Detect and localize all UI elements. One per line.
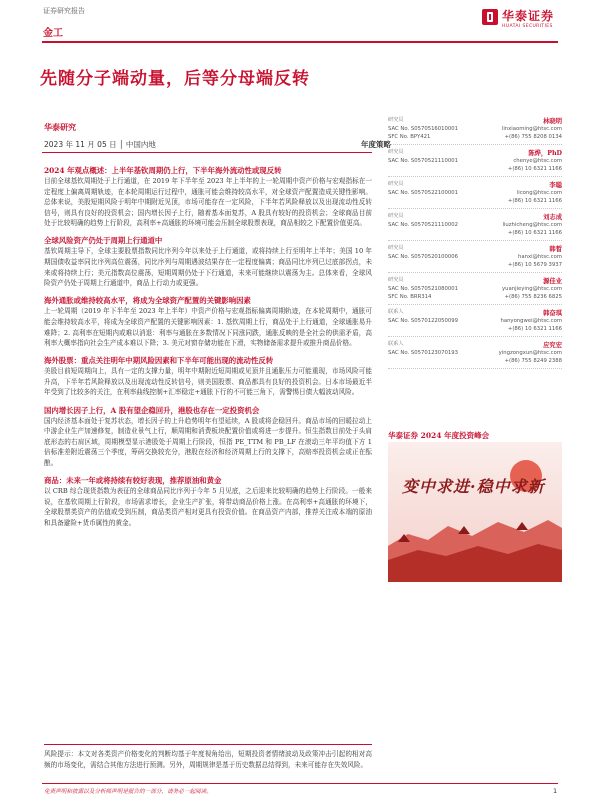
analyst-role: 研究员	[388, 245, 404, 251]
risk-warning: 风险提示：本文对各类资产价格变化的判断均基于年度视角给出，短期投资者情绪波动及政策冲击引起的相对高频的市场变化，需结合其他方法进行预测。另外，周期规律是基于历史数据总结得到，未来可能存在失效风险。	[44, 744, 372, 770]
analyst-card	[388, 116, 562, 145]
analyst-phone: +(86) 10 6321 1166	[507, 326, 562, 332]
report-category: 金工	[43, 28, 63, 39]
doc-kind: 证券研究报告	[43, 7, 85, 15]
promo-title: 华泰证券 2024 年度投资峰会	[388, 431, 490, 440]
analyst-card	[388, 308, 562, 337]
analyst-phone: +(86) 10 6321 1166	[507, 166, 562, 172]
analyst-sac: SAC No. S0570123070193	[388, 350, 459, 356]
section-body: 美股目前短周期向上，具有一定的支撑力量，明年中期附近短周期或见顶并且通胀压力可能重现，市场风险可能升高，下半年若风险释放以及出现流动性反转信号，则美国股票、商品都具有良好的投资机会。日本市场最近半年受到了比较多的关注，在利率曲线控制+汇率稳定+通胀下行的不可能三角下，需警惕日债大幅波动风险。	[44, 367, 372, 397]
analyst-email[interactable]: chenye@htsc.com	[513, 158, 562, 164]
analyst-sac: SAC No. S0570521110001	[388, 158, 459, 164]
analyst-sfc: SFC No. BRR314	[388, 294, 432, 300]
promo-banner-image[interactable]	[388, 442, 562, 582]
analyst-phone: +(86) 10 5679 3937	[507, 262, 562, 268]
page-number: 1	[553, 787, 558, 795]
analyst-name: 源佳业	[543, 278, 562, 285]
analyst-email[interactable]: yuanjieying@htsc.com	[501, 286, 562, 292]
section-heading: 2024 年观点概述：上半年基钦周期仍上行，下半年海外流动性或现反转	[44, 166, 282, 175]
section-heading: 国内增长因子上行，A 股有望企稳回升，港股也存在一定投资机会	[44, 405, 260, 415]
logo-text-cn: 华泰证券	[502, 9, 555, 23]
analyst-card	[388, 244, 562, 273]
analyst-role: 研究员	[388, 117, 404, 123]
logo-text-en: HUATAI SECURITIES	[502, 24, 553, 29]
analyst-sac: SAC No. S0570521080001	[388, 286, 459, 292]
analyst-sac: SAC No. S0570516010001	[388, 126, 459, 132]
section-body: 国内经济基本面处于复苏状态，增长因子的上升趋势明年有望延续，A 股或将企稳回升。商品市场的回暖拉动上中游企业生产加速修复，制造业景气上行，顺周期和消费板块配置价值或将进一步提升。恒生指数目前处于头肩底形态的右肩区域，周期模型显示港股处于周期上行阶段，恒指 PE_TTM 和 PB_LF 在滚动三年平均值下方 1 倍标准差附近震荡三个季度，筹码交换较充分，港股在经济和经济周期上行的支撑下，高赔率投资机会或正在酝酿。	[44, 416, 372, 467]
footer-divider	[42, 783, 558, 784]
report-title: 先随分子端动量，后等分母端反转	[40, 69, 310, 89]
analyst-name: 李聪	[549, 182, 562, 189]
section-heading: 海外通胀或维持较高水平，将成为全球资产配置的关键影响因素	[44, 296, 251, 306]
org-name: 华泰研究	[44, 122, 76, 132]
analyst-card	[388, 212, 562, 241]
analyst-role: 研究员	[388, 213, 404, 219]
analyst-phone: +(86) 10 6321 1166	[507, 198, 562, 204]
analyst-card	[388, 276, 562, 305]
analyst-name: 应究宏	[543, 342, 562, 349]
section-heading: 商品：未来一年或将持续有较好表现，推荐原油和黄金	[44, 475, 222, 485]
analyst-sac: SAC No. S0570522100001	[388, 190, 459, 196]
analyst-name: 韩奋琪	[543, 310, 562, 317]
disclaimer-note: 免责声明和披露以及分析师声明是报告的一部分，请务必一起阅读。	[44, 789, 212, 795]
analyst-phone: +(86) 10 6321 1166	[507, 230, 562, 236]
analyst-email[interactable]: licong@htsc.com	[516, 190, 562, 196]
huatai-logo-icon	[482, 9, 498, 25]
section-body: 以 CRB 综合现货指数为表征的全球商品同比序列于今年 5 月见底，之后迎来比较明确的趋势上行阶段。一般来说，在基钦周期上行阶段，市场需求增长，企业生产扩张，将带动商品价格上涨。在高利率+高通胀的环境下，全球股票类资产的估值或受到压制，商品类资产相对更具有投资价值。在商品资产内部，推荐关注成本端的原油和具备避险+货币属性的黄金。	[44, 486, 372, 527]
analyst-name: 刘志成	[543, 214, 562, 221]
report-type: 年度策略	[361, 140, 391, 149]
analyst-role: 研究员	[388, 149, 404, 155]
header-divider	[42, 41, 558, 43]
analyst-phone: +(86) 755 8249 2388	[504, 358, 562, 364]
analyst-name: 陈烨，PhD	[528, 150, 562, 157]
analyst-email[interactable]: liuzhicheng@htsc.com	[502, 222, 562, 228]
analyst-email[interactable]: hanxi@htsc.com	[518, 254, 562, 260]
analyst-sac: SAC No. S0570520100006	[388, 254, 459, 260]
promo-slogan: 变中求进·稳中求新	[402, 477, 545, 496]
analyst-role: 研究员	[388, 277, 404, 283]
great-wall-illustration-icon	[388, 442, 562, 582]
analyst-email[interactable]: hanyongwei@htsc.com	[500, 318, 562, 324]
section-body: 基钦周期主导下，全球主要股票指数同比序列今年以来处于上行通道，或将持续上行至明年上半年；美国 10 年期国债收益率同比序列高位震荡，同比序列与周期遇波结果存在一定程度偏离；商品同比序列已过底部拐点，未来或将持续上行；美元指数高位震荡，短期周期仍处于下行通道，未来可能继续以震荡为主。总体来看，全球风险资产仍处于周期上行通道中，商品上行动力或更强。	[44, 247, 372, 288]
report-date: 2023 年 11 月 05 日 │ 中国内地	[44, 140, 156, 149]
analyst-card	[388, 180, 562, 209]
date-divider	[42, 152, 372, 153]
analyst-list	[388, 116, 562, 372]
analyst-email[interactable]: yingzongxun@htsc.com	[498, 350, 562, 356]
section-body: 上一轮周期（2019 年下半年至 2023 年上半年）中资产价格与宏观指标偏离周期轨迹，在本轮周期中，通胀可能会维持较高水平，将成为全球资产配置的关键影响因素：1. 基钦周期上行，商品处于上行通道，全球通胀易升难降；2. 高利率在短期内或难以消退：利率与通胀在多数情况下同涨同跌，通胀反映的是全社会的供需矛盾，高利率大概率指向社会生产成本难以下降；3. 美元对窗存储功能在下滑，实物储备需求提升或推升商品价格。	[44, 307, 372, 348]
analyst-name: 韩晳	[549, 246, 562, 253]
analyst-role: 联系人	[388, 341, 404, 347]
analyst-sac: SAC No. S0570521110002	[388, 222, 459, 228]
section-heading: 海外股票：重点关注明年中期风险因素和下半年可能出现的流动性反转	[44, 356, 274, 366]
analyst-sfc: SFC No. BPY421	[388, 134, 431, 140]
analyst-email[interactable]: linxiaoming@htsc.com	[501, 126, 562, 132]
analyst-phone: +(86) 755 8236 6825	[504, 294, 562, 300]
main-content	[44, 165, 372, 535]
section-body: 目前全球基钦周期处于上行通道，在 2019 年下半年至 2023 年上半年的上一轮周期中资产价格与宏观指标在一定程度上偏离周期轨迹，在本轮周期运行过程中，通胀可能会维持较高水平，对全球资产配置造成关键性影响。总体来说，美股短期风险于明年中期附近见顶，市场可能存在一定风险，下半年若风险释放以及出现流动性反转信号，则具有良好的投资机会；国内增长因子上行，随着基本面复苏，A 股具有较好的投资机会；全球商品目前处于比较明确的趋势上行阶段，高利率+高通胀的环境可能会压制全球股票表现，商品相较之下配置价值更高。	[44, 177, 372, 228]
analyst-role: 研究员	[388, 181, 404, 187]
analyst-sac: SAC No. S0570122050099	[388, 318, 459, 324]
analyst-card	[388, 148, 562, 177]
analyst-role: 联系人	[388, 309, 404, 315]
section-heading: 全球风险资产仍处于周期上行通道中	[44, 236, 163, 246]
analyst-card	[388, 340, 562, 369]
analyst-phone: +(86) 755 8208 0134	[504, 134, 562, 140]
analyst-name: 林晓明	[543, 118, 562, 125]
